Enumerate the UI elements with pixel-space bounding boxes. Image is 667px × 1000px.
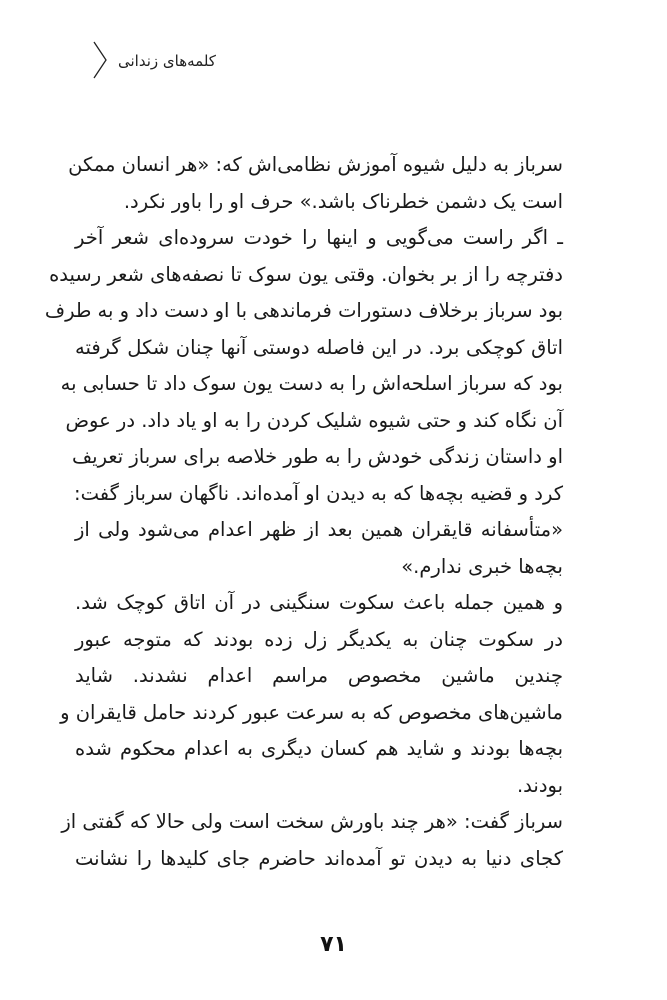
- paragraph: [44, 220, 587, 585]
- text-line: بود که سرباز اسلحه‌اش را به دست یون سوک داد تا حسابی به: [60, 372, 563, 395]
- text-line: سرباز گفت: «هر چند باورش سخت است ولی حالا که گفتی از: [61, 810, 563, 833]
- text-line: ـ اگر راست می‌گویی و اینها را خودت سروده‌ای شعر آخر: [75, 226, 563, 249]
- text-line: کرد و قضیه بچه‌ها که به دیدن او آمده‌اند. ناگهان سرباز گفت:: [74, 481, 563, 505]
- text-line: سرباز به دلیل شیوه آموزش نظامی‌اش که: «هر انسان ممکن: [68, 153, 563, 176]
- book-title: کلمه‌های زندانی: [118, 52, 216, 70]
- text-line: در سکوت چنان به یکدیگر زل زده بودند که متوجه عبور: [75, 627, 563, 651]
- running-header: [0, 38, 667, 98]
- text-line: و همین جمله باعث سکوت سنگینی در آن اتاق کوچک شد.: [75, 591, 563, 614]
- paragraph: [60, 585, 587, 804]
- text-line: ماشین‌های مخصوص که به سرعت عبور کردند حامل قایقران و: [60, 700, 563, 724]
- page-number: ۷۱: [320, 932, 347, 957]
- text-line: «متأسفانه قایقران همین بعد از ظهر اعدام می‌شود ولی از: [75, 518, 563, 541]
- page-body: [44, 147, 587, 877]
- text-line: بچه‌ها خبری ندارم.»: [401, 554, 563, 578]
- chevron-right-icon: [92, 40, 108, 80]
- text-line: است یک دشمن خطرناک باشد.» حرف او را باور نکرد.: [123, 189, 563, 213]
- text-line: کجای دنیا به دیدن تو آمده‌اند حاضرم جای کلیدها را نشانت: [75, 846, 563, 870]
- text-line: اتاق کوچکی برد. در این فاصله دوستی آنها چنان شکل گرفته: [75, 335, 563, 359]
- text-line: چندین ماشین مخصوص مراسم اعدام نشدند. شاید: [75, 664, 563, 687]
- text-line: بود سرباز برخلاف دستورات فرماندهی با او دست داد و به طرف: [44, 299, 563, 322]
- text-line: بودند.: [516, 773, 563, 797]
- text-line: بچه‌ها بودند و شاید هم کسان دیگری به اعدام محکوم شده: [75, 737, 563, 760]
- text-line: آن نگاه کند و حتی شیوه شلیک کردن را به او یاد داد. در عوض: [65, 408, 563, 432]
- paragraph: [61, 804, 587, 877]
- paragraph: [68, 147, 587, 220]
- text-line: دفترچه را از بر بخوان. وقتی یون سوک تا نصفه‌های شعر رسیده: [49, 262, 563, 286]
- text-line: او داستان زندگی خودش را به طور خلاصه برای سرباز تعریف: [71, 445, 563, 468]
